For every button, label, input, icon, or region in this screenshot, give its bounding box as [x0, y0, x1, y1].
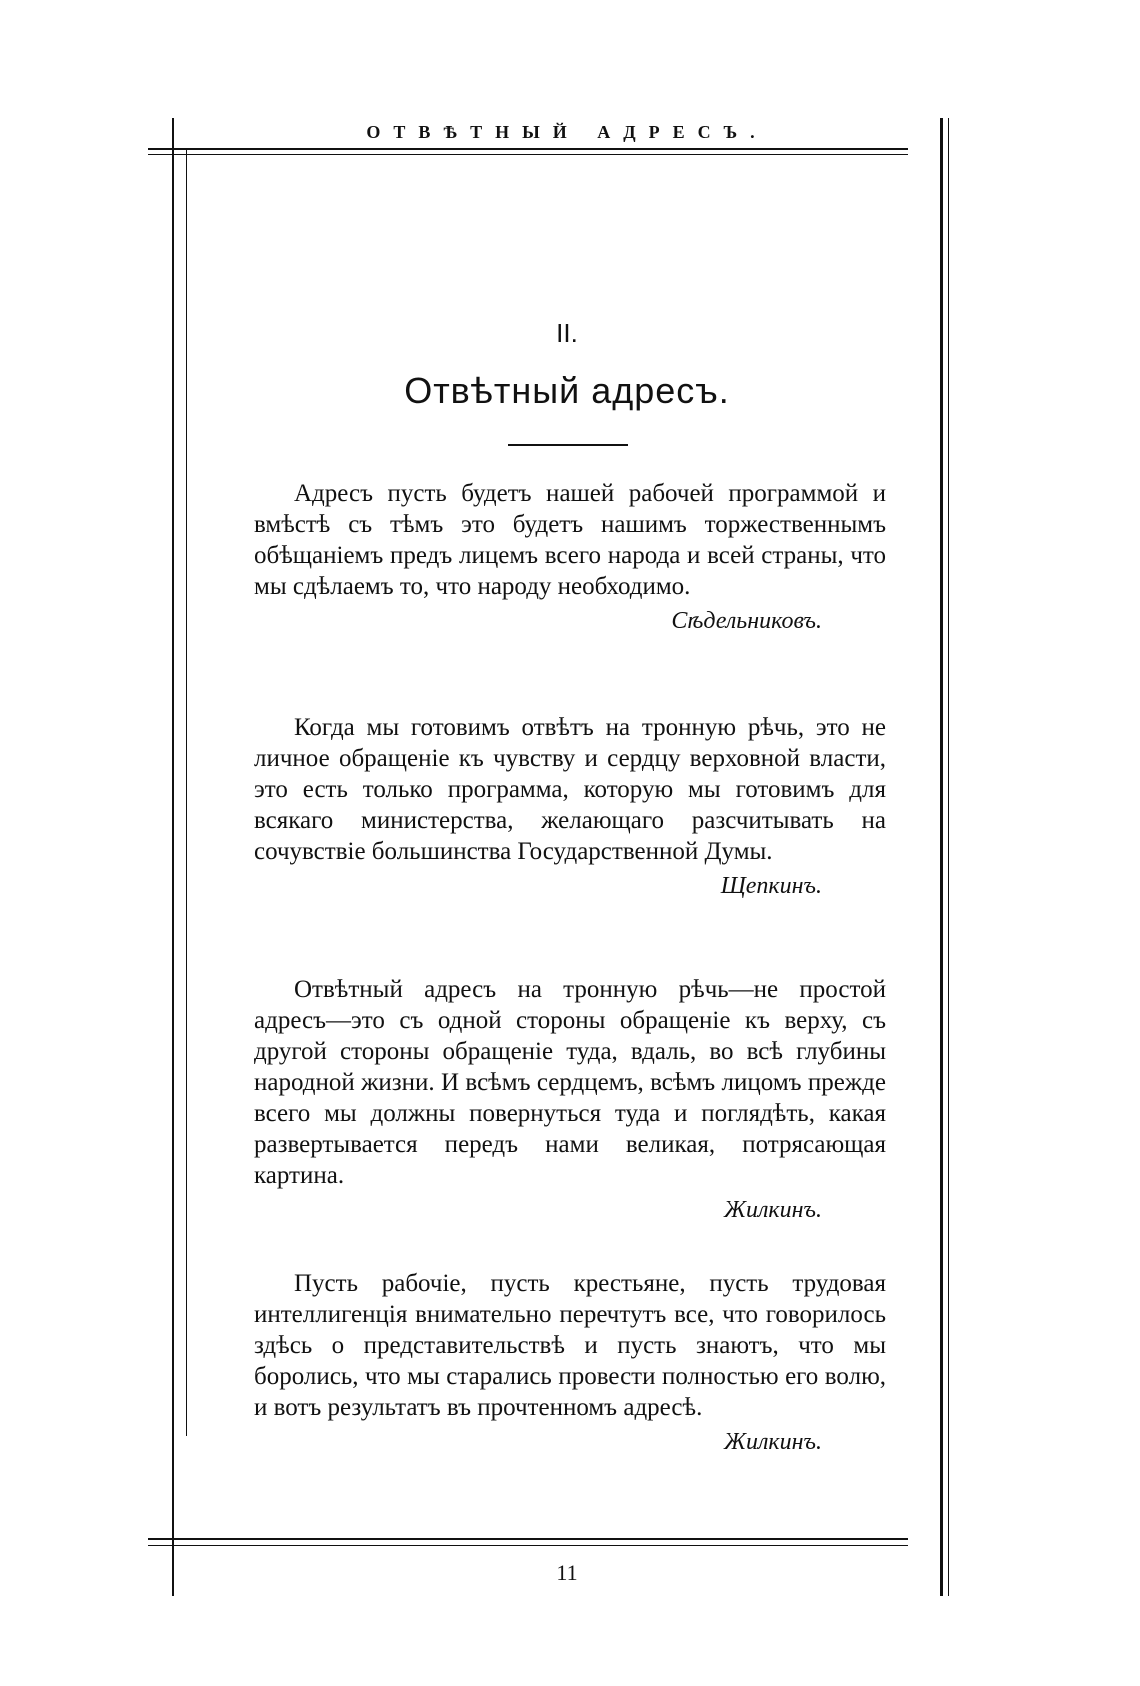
frame-left-rule: [172, 118, 174, 1596]
frame-right-rule-outer: [948, 118, 949, 1596]
running-head: ОТВѢТНЫЙ АДРЕСЪ.: [366, 122, 768, 142]
quote-author: Щепкинъ.: [720, 873, 822, 899]
quote-text: Когда мы готовимъ отвѣтъ на тронную рѣчь, это не личное обращеніе къ чувству и сердцу верховной власти, это есть только программа, которую мы готовимъ для всякаго министерства, желающаго разсчитывать на сочувствіе большинства Государственной Думы.: [254, 714, 886, 865]
frame-top-rule-inner: [148, 154, 908, 155]
quote-1: [254, 478, 886, 635]
frame-top-rule: [148, 148, 908, 150]
frame-left-rule-inner: [186, 150, 187, 1436]
title-divider: [508, 444, 628, 446]
quote-text: Пусть рабочіе, пусть крестьяне, пусть трудовая интеллигенція внимательно перечтутъ все, что говорилось здѣсь о представительствѣ и пусть знаютъ, что мы боролись, что мы старались провести полностью его волю, и вотъ результатъ въ прочтенномъ адресѣ.: [254, 1270, 886, 1421]
quote-text: Адресъ пусть будетъ нашей рабочей программой и вмѣстѣ съ тѣмъ это будетъ нашимъ торжественнымъ обѣщаніемъ предъ лицемъ всего народа и всей страны, что мы сдѣлаемъ то, что народу необходимо.: [254, 480, 886, 600]
chapter-number: II.: [556, 318, 578, 348]
quote-4: [254, 1268, 886, 1456]
quote-author: Сѣдельниковъ.: [671, 608, 822, 634]
page-number: 11: [556, 1560, 578, 1585]
quote-text: Отвѣтный адресъ на тронную рѣчь—не простой адресъ—это съ одной стороны обращеніе къ верху, съ другой стороны обращеніе туда, вдаль, во всѣ глубины народной жизни. И всѣмъ сердцемъ, всѣмъ лицомъ прежде всего мы должны повернуться туда и поглядѣть, какая развертывается передъ нами великая, потрясающая картина.: [254, 976, 886, 1189]
frame-bottom-rule-inner: [148, 1545, 908, 1546]
chapter-title: Отвѣтный адресъ.: [404, 370, 730, 411]
quote-author: Жилкинъ.: [723, 1429, 822, 1455]
quote-author: Жилкинъ.: [723, 1197, 822, 1223]
frame-bottom-rule: [148, 1538, 908, 1540]
quote-3: [254, 974, 886, 1224]
quote-2: [254, 712, 886, 900]
